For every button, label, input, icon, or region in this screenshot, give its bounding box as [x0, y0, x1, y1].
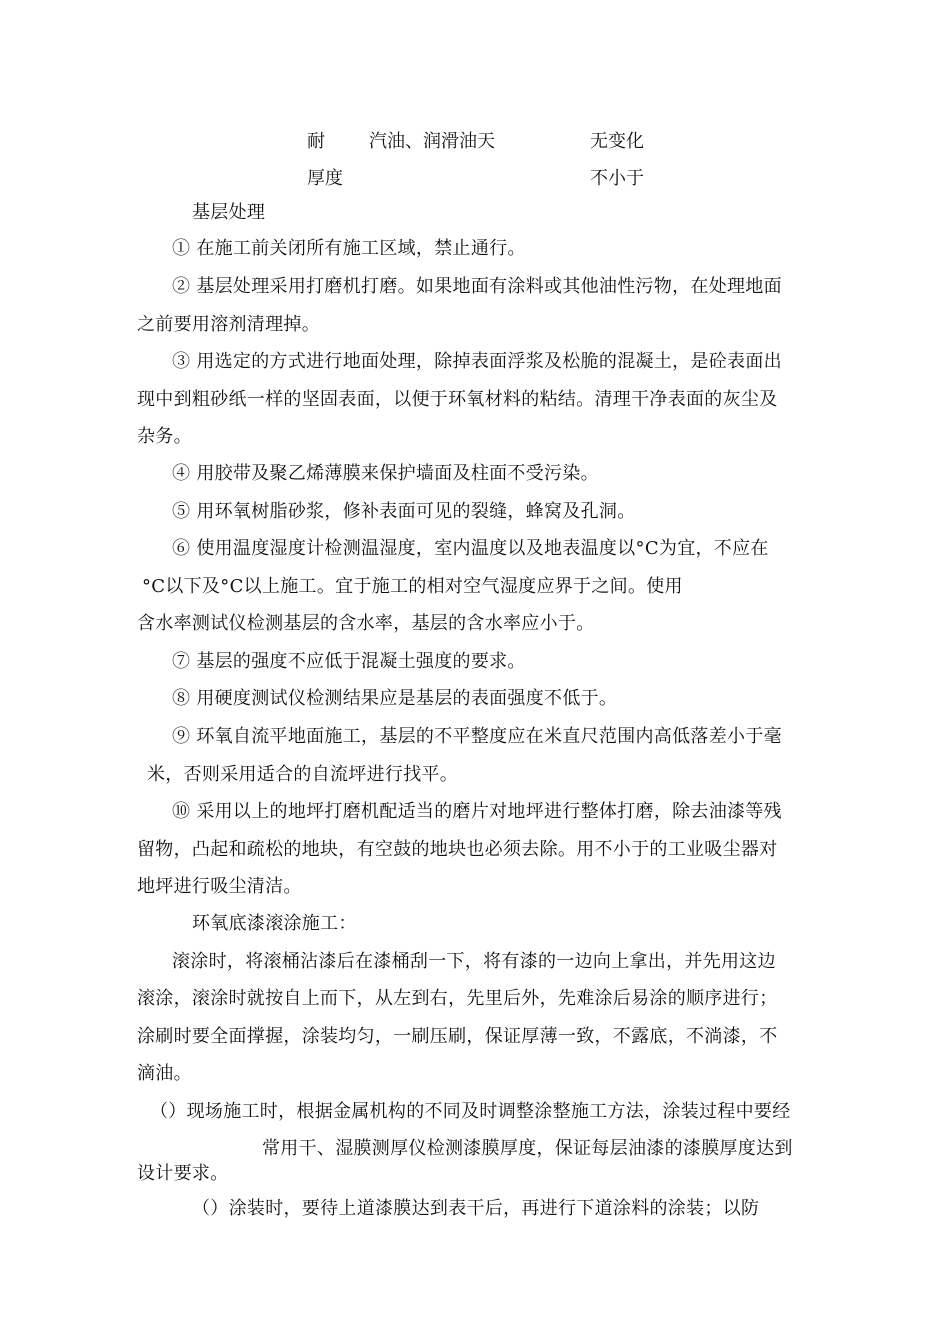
list-item: ⑨ 环氧自流平地面施工，基层的不平整度应在米直尺范围内高低落差小于毫 — [172, 726, 782, 747]
table-cell-property: 耐 — [307, 131, 325, 152]
list-item-continuation: 杂务。 — [137, 426, 192, 447]
list-item: ④ 用胶带及聚乙烯薄膜来保护墙面及柱面不受污染。 — [172, 463, 599, 484]
note-line: （）涂装时，要待上道漆膜达到表干后，再进行下道涂料的涂装；以防 — [192, 1198, 760, 1219]
list-item-continuation: 留物，凸起和疏松的地块，有空鼓的地块也必须去除。用不小于的工业吸尘器对 — [137, 839, 778, 860]
table-cell-result: 不小于 — [590, 168, 644, 189]
list-item: ⑩ 采用以上的地坪打磨机配适当的磨片对地坪进行整体打磨，除去油漆等残 — [172, 801, 782, 822]
list-item-continuation: 之前要用溶剂清理掉。 — [137, 314, 320, 335]
section-heading: 基层处理 — [192, 202, 266, 223]
section-heading: 环氧底漆滚涂施工： — [192, 913, 357, 934]
paragraph-line: 滚涂时，将滚桶沾漆后在漆桶刮一下，将有漆的一边向上拿出，并先用这边 — [172, 951, 776, 972]
list-item: ⑧ 用硬度测试仪检测结果应是基层的表面强度不低于。 — [172, 688, 618, 709]
list-item: ③ 用选定的方式进行地面处理，除掉表面浮浆及松脆的混凝土，是砼表面出 — [172, 351, 782, 372]
table-cell-test-item: 汽油、润滑油天 — [369, 131, 495, 152]
list-item: ⑦ 基层的强度不应低于混凝土强度的要求。 — [172, 651, 526, 672]
list-item: ① 在施工前关闭所有施工区域，禁止通行。 — [172, 238, 526, 259]
paragraph-line: 涂刷时要全面撑握，涂装均匀，一刷压刷，保证厚薄一致，不露底，不淌漆，不 — [137, 1026, 778, 1047]
list-item-continuation: 米，否则采用适合的自流坪进行找平。 — [147, 764, 459, 785]
list-item-continuation: 现中到粗砂纸一样的坚固表面，以便于环氧材料的粘结。清理干净表面的灰尘及 — [137, 389, 778, 410]
table-cell-result: 无变化 — [590, 131, 644, 152]
note-line: （）现场施工时，根据金属机构的不同及时调整涂整施工方法，涂装过程中要经 — [150, 1101, 791, 1122]
list-item-continuation: °C以下及°C以上施工。宜于施工的相对空气湿度应界于之间。使用 — [142, 576, 683, 597]
table-cell-property: 厚度 — [307, 168, 343, 189]
list-item: ⑥ 使用温度湿度计检测温湿度，室内温度以及地表温度以°C为宜，不应在 — [172, 538, 769, 559]
paragraph-line: 滴油。 — [137, 1063, 192, 1084]
list-item: ⑤ 用环氧树脂砂浆，修补表面可见的裂缝，蜂窝及孔洞。 — [172, 501, 636, 522]
list-item-continuation: 地坪进行吸尘清洁。 — [137, 876, 302, 897]
note-line: 设计要求。 — [137, 1163, 229, 1184]
list-item: ② 基层处理采用打磨机打磨。如果地面有涂料或其他油性污物，在处理地面 — [172, 276, 782, 297]
paragraph-line: 滚涂，滚涂时就按自上而下，从左到右，先里后外，先难涂后易涂的顺序进行； — [137, 988, 778, 1009]
list-item-continuation: 含水率测试仪检测基层的含水率，基层的含水率应小于。 — [137, 613, 595, 634]
note-line: 常用干、湿膜测厚仪检测漆膜厚度，保证每层油漆的漆膜厚度达到 — [262, 1138, 793, 1159]
